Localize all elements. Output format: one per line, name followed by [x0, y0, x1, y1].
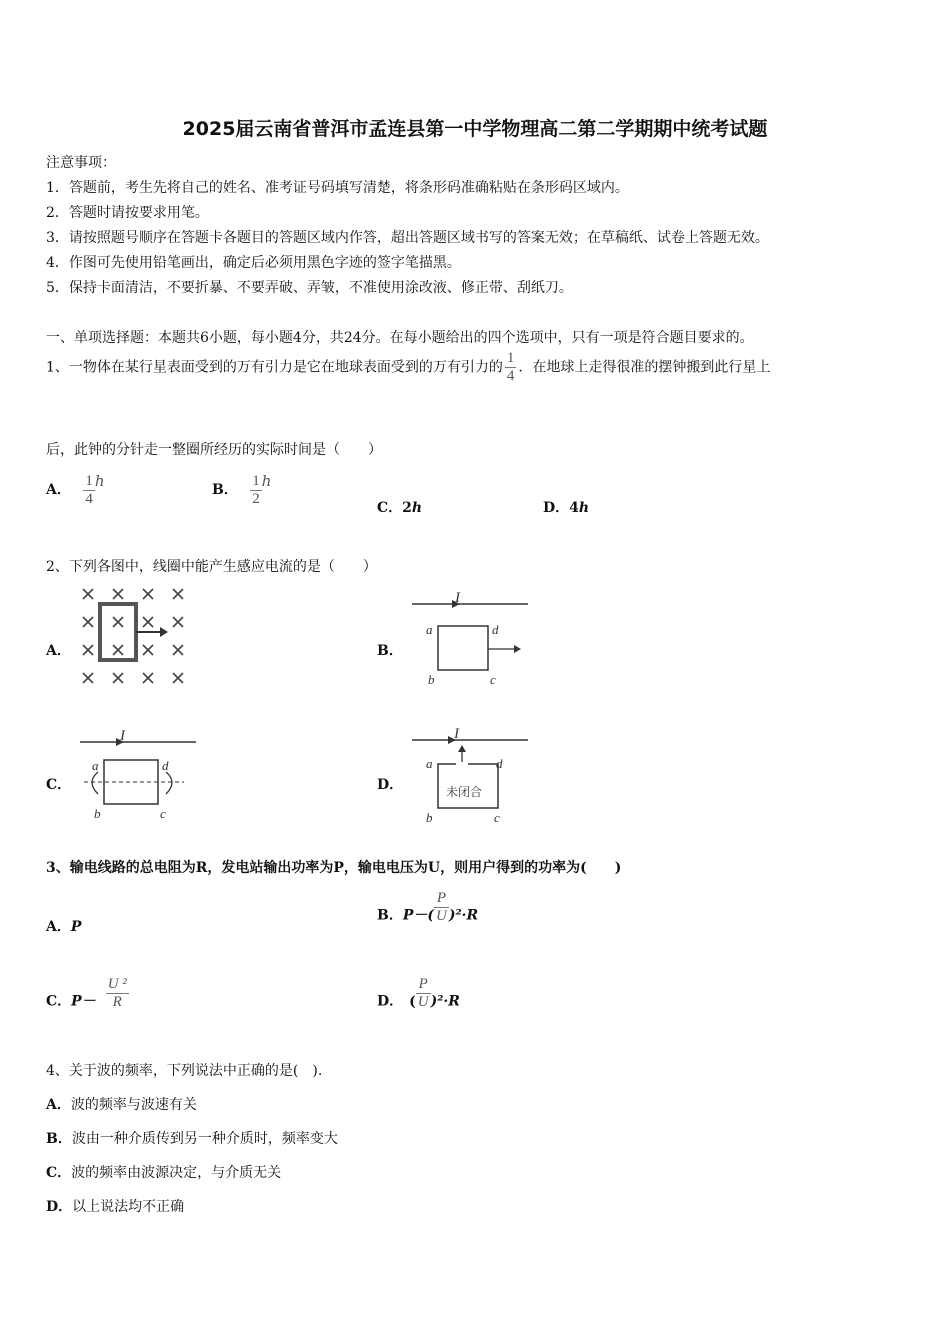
q4-option-a[interactable]: A．波的频率与波速有关	[46, 1097, 197, 1113]
q1-option-d[interactable]: D．4h	[543, 500, 590, 516]
q2-diagram-c	[76, 720, 202, 824]
current-label: I	[120, 728, 125, 744]
notice-heading: 注意事项：	[46, 155, 116, 171]
corner-label-a: a	[92, 758, 99, 773]
q4-option-c[interactable]: C．波的频率由波源决定，与介质无关	[46, 1165, 282, 1181]
question-1-stem-cont: 后，此钟的分针走一整圈所经历的实际时间是（ ）	[46, 442, 382, 458]
notice-item: 4．作图可先使用铅笔画出，确定后必须用黑色字迹的签字笔描黑。	[46, 255, 461, 271]
q4-option-d[interactable]: D．以上说法均不正确	[46, 1199, 185, 1215]
current-label: I	[455, 590, 460, 606]
current-label: I	[454, 726, 459, 742]
question-4-stem: 4、关于波的频率，下列说法中正确的是( ).	[46, 1063, 323, 1079]
corner-label-b: b	[426, 810, 433, 825]
velocity-arrowhead	[160, 627, 168, 637]
velocity-arrowhead	[514, 645, 521, 653]
q3-option-a[interactable]: A．P	[46, 919, 82, 935]
coil-rectangle	[100, 604, 136, 660]
corner-label-a: a	[426, 756, 433, 771]
q1-option-b[interactable]: B． $\frac{1}{2}$ h	[212, 472, 272, 507]
rotation-arrow-left	[92, 772, 98, 794]
corner-label-d: d	[492, 622, 499, 637]
q2-option-d-label[interactable]: D．	[377, 777, 404, 793]
coil-rectangle	[438, 626, 488, 670]
rotation-arrow-right	[166, 772, 172, 794]
q1-stem-part: ．在地球上走得很准的摆钟搬到此行星上	[518, 359, 771, 376]
q4-option-b[interactable]: B．波由一种介质传到另一种介质时，频率变大	[46, 1131, 338, 1147]
q2-option-a-label[interactable]: A．	[46, 643, 71, 659]
q3-option-c[interactable]: C．P－ $\frac{\text{U ²}}{R}$	[46, 976, 127, 1010]
section-heading: 一、单项选择题：本题共6小题，每小题4分，共24分。在每小题给出的四个选项中，只有一项是符合题目要求的。	[46, 330, 754, 346]
q2-option-c-label[interactable]: C．	[46, 777, 72, 793]
q2-diagram-b	[408, 586, 534, 690]
question-1-stem	[46, 350, 770, 385]
page-title: 2025届云南省普洱市孟连县第一中学物理高二第二学期期中统考试题	[182, 118, 768, 140]
velocity-arrowhead	[458, 745, 466, 752]
corner-label-b: b	[428, 672, 435, 687]
corner-label-c: c	[494, 810, 500, 825]
open-coil-label: 未闭合	[446, 785, 483, 799]
fraction: $\frac{\text{U ²}}{R}$	[107, 976, 127, 1010]
notice-item: 3．请按照题号顺序在答题卡各题目的答题区域内作答，超出答题区域书写的答案无效；在草稿纸、试卷上答题无效。	[46, 230, 769, 246]
q3-option-b[interactable]: B．P－( $\frac{P}{U}$ )²·R	[377, 890, 479, 924]
corner-label-a: a	[426, 622, 433, 637]
q1-option-a[interactable]: A． $\frac{1}{4}$ h	[46, 472, 105, 507]
q3-option-d[interactable]: D． ( $\frac{P}{U}$ )²·R	[377, 976, 460, 1010]
q1-option-c[interactable]: C．2h	[377, 500, 423, 516]
q2-option-b-label[interactable]: B．	[377, 643, 403, 659]
corner-label-d: d	[496, 756, 503, 771]
corner-label-d: d	[162, 758, 169, 773]
q2-diagram-d	[408, 718, 534, 826]
notice-item: 2．答题时请按要求用笔。	[46, 205, 209, 221]
notice-item: 1．答题前，考生先将自己的姓名、准考证号码填写清楚，将条形码准确粘贴在条形码区域内。	[46, 180, 629, 196]
corner-label-c: c	[490, 672, 496, 687]
corner-label-b: b	[94, 806, 101, 821]
q1-stem-part: 1、一物体在某行星表面受到的万有引力是它在地球表面受到的万有引力的	[46, 359, 503, 376]
fraction: $\frac{1}{4}$	[85, 472, 93, 507]
fraction: $\frac{1}{2}$	[252, 472, 260, 507]
question-3-stem: 3、输电线路的总电阻为R，发电站输出功率为P，输电电压为U，则用户得到的功率为( )	[46, 860, 622, 876]
q2-diagram-a	[76, 584, 192, 688]
notice-item: 5．保持卡面清洁，不要折暴、不要弄破、弄皱，不准使用涂改液、修正带、刮纸刀。	[46, 280, 573, 296]
question-2-stem: 2、下列各图中，线圈中能产生感应电流的是（ ）	[46, 559, 377, 575]
fraction: $\frac{P}{U}$	[436, 890, 447, 924]
fraction: $\frac{1}{4}$	[506, 350, 515, 384]
fraction: $\frac{P}{U}$	[417, 976, 429, 1010]
corner-label-c: c	[160, 806, 166, 821]
